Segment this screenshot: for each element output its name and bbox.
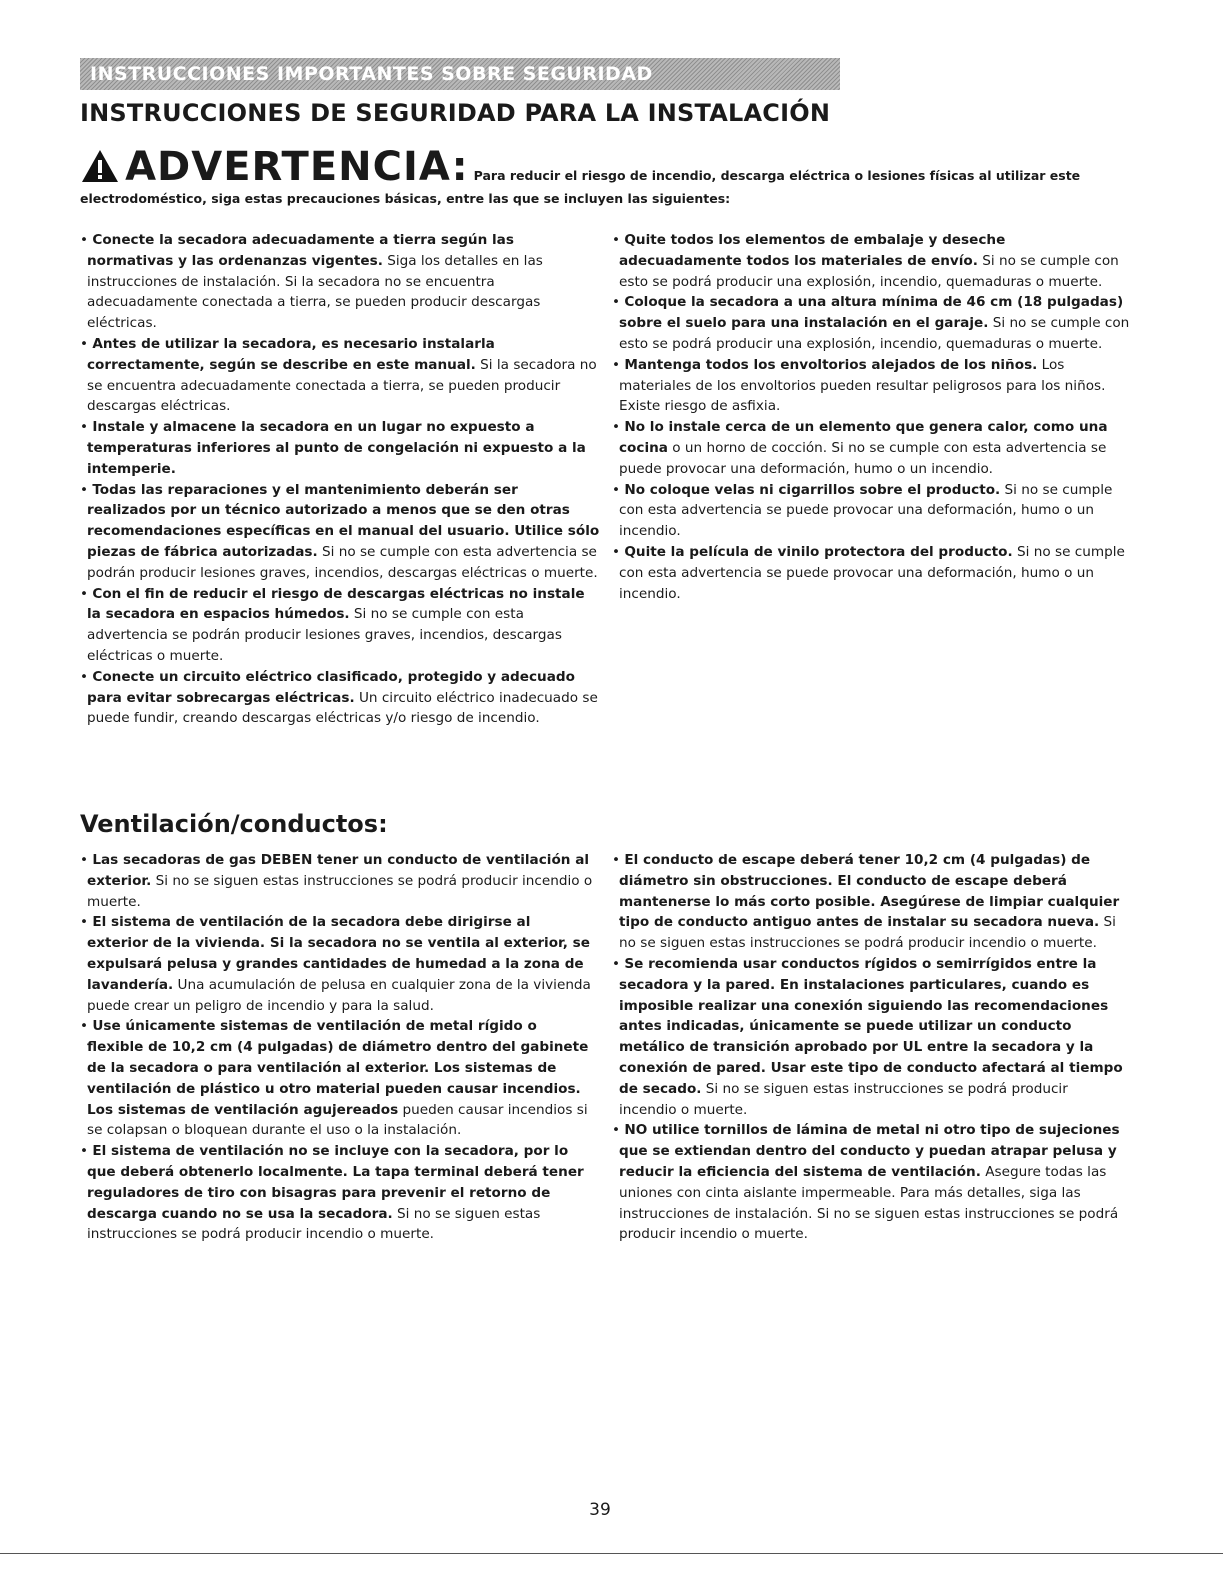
bullet-body-text: Una acumulación de pelusa en cualquier zona de la vivienda puede crear un peligro de incendio y para la salud.: [87, 976, 591, 1014]
warning-text-continued: electrodoméstico, siga estas precauciones básicas, entre las que se incluyen las siguientes:: [80, 191, 731, 206]
bullet-body-text: Asegure todas las uniones con cinta aislante impermeable. Para más detalles, siga las instrucciones de instalación. Si no se siguen estas instrucciones se podrá producir incendio o muerte.: [619, 1163, 1119, 1243]
bullet-item: [80, 850, 595, 912]
bullet-bold-text: Coloque la secadora a una altura mínima de 46 cm (18 pulgadas) sobre el suelo para una instalación en el garaje.: [619, 294, 1124, 332]
bullet-bold-text: El conducto de escape deberá tener 10,2 cm (4 pulgadas) de diámetro sin obstrucciones. El conducto de escape deberá mantenerse lo más corto posible. Asegúrese de limpiar cualquier tipo de conducto antiguo antes de instalar su secadora nueva.: [619, 852, 1120, 931]
bullet-dot-icon: •: [80, 481, 93, 498]
vent-right-column: [612, 850, 1127, 1245]
bullet-dot-icon: •: [80, 668, 93, 685]
bullet-item: [80, 480, 600, 584]
bullet-bold-text: Conecte un circuito eléctrico clasificado, protegido y adecuado para evitar sobrecargas eléctricas.: [87, 668, 575, 706]
warning-word: ADVERTENCIA:: [125, 144, 469, 190]
bullet-bold-text: Se recomienda usar conductos rígidos o semirrígidos entre la secadora y la pared. En instalaciones particulares, cuando es imposible realizar una conexión siguiendo las recomendaciones antes indicadas, únicamente se puede utilizar un conducto metálico de transición aprobado por UL entre la secadora y la conexión de pared. Usar este tipo de conducto afectará al tiempo de secado.: [619, 955, 1123, 1097]
vent-left-column: [80, 850, 595, 1245]
bullet-item: [612, 292, 1132, 354]
warning-line: [80, 145, 1140, 189]
bullet-body-text: Si la secadora no se encuentra adecuadamente conectada a tierra, se pueden producir descargas eléctricas.: [87, 356, 597, 415]
bullet-item: [80, 417, 600, 479]
bullet-bold-text: Use únicamente sistemas de ventilación de metal rígido o flexible de 10,2 cm (4 pulgadas) de diámetro dentro del gabinete de la secadora o para ventilación al exterior. Los sistemas de ventilación de plástico u otro material pueden causar incendios. Los sistemas de ventilación agujereados: [87, 1018, 589, 1118]
bullet-dot-icon: •: [612, 852, 625, 868]
bullet-bold-text: Instale y almacene la secadora en un lugar no expuesto a temperaturas inferiores al punto de congelación ni expuesto a la intemperie.: [87, 419, 586, 477]
bullet-item: [80, 334, 600, 417]
bullet-bold-text: Conecte la secadora adecuadamente a tierra según las normativas y las ordenanzas vigentes.: [87, 232, 514, 269]
bullet-bold-text: Antes de utilizar la secadora, es necesario instalarla correctamente, según se describe en este manual.: [87, 335, 495, 373]
bullet-body-text: Si no se cumple con esta advertencia se puede provocar una deformación, humo o un incendio.: [619, 543, 1125, 602]
bullet-bold-text: Mantenga todos los envoltorios alejados de los niños.: [624, 356, 1038, 373]
bullet-dot-icon: •: [80, 232, 93, 248]
bullet-item: [612, 850, 1127, 954]
bullet-dot-icon: •: [612, 543, 625, 560]
bullet-body-text: Si no se siguen estas instrucciones se podrá producir incendio o muerte.: [619, 1080, 1068, 1118]
bullet-dot-icon: •: [612, 419, 625, 436]
bullet-body-text: Siga los detalles en las instrucciones de instalación. Si la secadora no se encuentra adecuadamente conectada a tierra, se pueden producir descargas eléctricas.: [87, 252, 543, 332]
bullet-item: [612, 355, 1132, 417]
bullet-body-text: Si no se siguen estas instrucciones se podrá producir incendio o muerte.: [87, 1205, 541, 1243]
bullet-body-text: Si no se cumple con esto se podrá producir una explosión, incendio, quemaduras o muerte.: [619, 252, 1119, 290]
warning-triangle-icon: [80, 148, 120, 188]
bullet-bold-text: El sistema de ventilación no se incluye con la secadora, por lo que deberá obtenerlo localmente. La tapa terminal deberá tener reguladores de tiro con bisagras para prevenir el retorno de descarga cuando no se usa la secadora.: [87, 1143, 584, 1222]
bullet-body-text: Si no se cumple con esto se podrá producir una explosión, incendio, quemaduras o muerte.: [619, 315, 1130, 352]
bullet-item: [612, 1120, 1127, 1245]
bullet-bold-text: No coloque velas ni cigarrillos sobre el producto.: [624, 481, 1001, 498]
bullet-bold-text: Quite la película de vinilo protectora del producto.: [624, 543, 1013, 560]
bullet-dot-icon: •: [612, 481, 625, 498]
bullet-item: [80, 1141, 595, 1245]
bullet-body-text: Un circuito eléctrico inadecuado se puede fundir, creando descargas eléctricas y/o riesgo de incendio.: [87, 689, 598, 727]
footer-rule: [0, 1553, 1223, 1554]
bullet-body-text: Si no se cumple con esta advertencia se podrán producir lesiones graves, incendios, descargas eléctricas o muerte.: [87, 543, 598, 581]
page-title: INSTRUCCIONES DE SEGURIDAD PARA LA INSTALACIÓN: [80, 99, 831, 127]
bullet-item: [80, 667, 600, 729]
bullet-body-text: Si no se siguen estas instrucciones se podrá producir incendio o muerte.: [619, 914, 1116, 952]
bullet-item: [612, 542, 1132, 604]
page-number: 39: [589, 1500, 611, 1520]
bullet-body-text: Si no se siguen estas instrucciones se podrá producir incendio o muerte.: [87, 872, 593, 910]
bullet-bold-text: Con el fin de reducir el riesgo de descargas eléctricas no instale la secadora en espacios húmedos.: [87, 585, 585, 623]
bullet-dot-icon: •: [80, 852, 93, 868]
bullet-item: [612, 417, 1132, 479]
bullet-item: [612, 480, 1132, 542]
bullet-item: [612, 230, 1132, 292]
bullet-dot-icon: •: [80, 1018, 93, 1035]
bullet-dot-icon: •: [612, 955, 625, 972]
bullet-dot-icon: •: [80, 914, 93, 931]
bullet-dot-icon: •: [80, 1143, 93, 1160]
bullet-item: [80, 912, 595, 1016]
bullet-item: [612, 954, 1127, 1120]
bullet-body-text: Si no se cumple con esta advertencia se podrán producir lesiones graves, incendios, descargas eléctricas o muerte.: [87, 606, 562, 664]
bullet-item: [80, 230, 600, 334]
bullet-dot-icon: •: [612, 356, 625, 373]
bullet-dot-icon: •: [80, 585, 93, 602]
install-left-column: [80, 230, 600, 729]
bullet-dot-icon: •: [612, 232, 625, 248]
bullet-dot-icon: •: [80, 335, 93, 352]
bullet-bold-text: El sistema de ventilación de la secadora debe dirigirse al exterior de la vivienda. Si la secadora no se ventila al exterior, se expulsará pelusa y grandes cantidades de humedad a la zona de lavandería.: [87, 914, 590, 993]
install-right-column: [612, 230, 1132, 604]
bullet-bold-text: Quite todos los elementos de embalaje y deseche adecuadamente todos los materiales de envío.: [619, 232, 1006, 269]
bullet-body-text: pueden causar incendios si se colapsan o bloquean durante el uso o la instalación.: [87, 1101, 588, 1139]
section-banner: INSTRUCCIONES IMPORTANTES SOBRE SEGURIDAD: [80, 58, 840, 90]
bullet-bold-text: NO utilice tornillos de lámina de metal ni otro tipo de sujeciones que se extiendan dentro del conducto y puedan atrapar pelusa y reducir la eficiencia del sistema de ventilación.: [619, 1122, 1120, 1180]
bullet-bold-text: Todas las reparaciones y el mantenimiento deberán ser realizados por un técnico autorizado a menos que se den otras recomendaciones específicas en el manual del usuario. Utilice sólo piezas de fábrica autorizadas.: [87, 481, 600, 560]
bullet-item: [80, 1016, 595, 1141]
bullet-item: [80, 584, 600, 667]
bullet-bold-text: Las secadoras de gas DEBEN tener un conducto de ventilación al exterior.: [87, 852, 590, 889]
bullet-body-text: o un horno de cocción. Si no se cumple con esta advertencia se puede provocar una deformación, humo o un incendio.: [619, 439, 1107, 477]
bullet-body-text: Los materiales de los envoltorios pueden resultar peligrosos para los niños. Existe riesgo de asfixia.: [619, 356, 1106, 415]
warning-text: Para reducir el riesgo de incendio, descarga eléctrica o lesiones físicas al utilizar este: [473, 168, 1081, 183]
bullet-dot-icon: •: [612, 294, 625, 311]
bullet-dot-icon: •: [612, 1122, 625, 1139]
warning-block: [80, 145, 1140, 206]
bullet-body-text: Si no se cumple con esta advertencia se puede provocar una deformación, humo o un incendio.: [619, 481, 1113, 540]
bullet-dot-icon: •: [80, 419, 93, 436]
bullet-bold-text: No lo instale cerca de un elemento que genera calor, como una cocina: [619, 419, 1108, 456]
vent-heading: Ventilación/conductos:: [80, 810, 388, 838]
